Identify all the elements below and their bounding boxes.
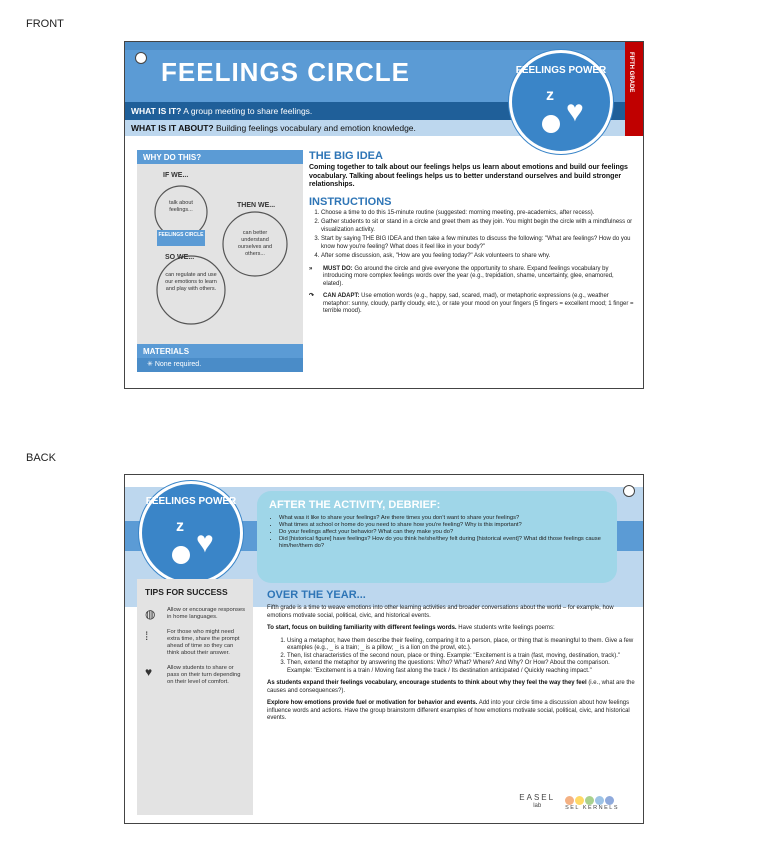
what-about-text: Building feelings vocabulary and emotion knowledge. (216, 123, 416, 133)
front-label: FRONT (26, 18, 64, 30)
over-year-title: OVER THE YEAR... (267, 589, 366, 601)
instruction-step: 2. Gather students to sit or stand in a circle and greet them as they join. You might begin the circle with a mindfulness or visualization activity. (321, 219, 635, 234)
why-then-text: can better understand ourselves and others... (237, 230, 273, 257)
must-do-note (309, 266, 635, 289)
face-icon (172, 546, 190, 564)
lab-text: lab (533, 803, 542, 809)
instruction-step: 4. After some discussion, ask, "How are you feeling today?" Ask volunteers to share why. (321, 253, 635, 261)
dot-icon (585, 796, 594, 805)
broken-heart-icon: ♥ (196, 526, 214, 559)
easel-lab-logo (519, 793, 555, 811)
sleep-icon: z (546, 87, 554, 104)
must-do-text: Go around the circle and give everyone the opportunity to share. Expand feelings vocabulary by introducing more complex feelings words over the year (e.g., trepidation, shame, uncertainty, glee, enamored, elated). (323, 265, 614, 287)
tip-text: For those who might need extra time, share the prompt ahead of time so they can think about their answer. (167, 629, 240, 656)
tip-text: Allow or encourage responses in home languages. (167, 607, 245, 620)
instruction-step: 3. Start by saying THE BIG IDEA and then take a few minutes to discuss the following: "What are feelings? How do you know how you're feeling? What does it feel like in your body?" (321, 236, 635, 251)
feelings-power-badge (509, 50, 613, 154)
materials-row (137, 358, 303, 372)
why-panel (137, 150, 303, 370)
sel-dots (565, 796, 619, 805)
instructions-title: INSTRUCTIONS (309, 195, 392, 208)
can-adapt-text: Use emotion words (e.g., happy, sad, scared, mad), or metaphoric expressions (e.g., weather metaphor: sunny, cloudy, partly cloudy, etc.), or rate your mood on your fingers (5 fingers = excellent mood; 1 finger = terrible mood). (323, 293, 634, 314)
debrief-box (257, 491, 617, 583)
intro-text: Fifth grade is a time to weave emotions into other learning activities and broader conversations about the world – for example, how emotions motivate social, political, civic, and historical events. (267, 605, 614, 619)
why-then-label: THEN WE... (237, 202, 276, 209)
dot-icon (565, 796, 574, 805)
expand-rest: (i.e., what are the causes and consequences?). (267, 680, 635, 694)
why-if-text: talk about feelings... (169, 200, 193, 213)
footprints-icon: ⁞ (145, 629, 149, 643)
tips-panel (137, 579, 253, 815)
dot-icon (605, 796, 614, 805)
dot-icon (575, 796, 584, 805)
grade-tab (625, 42, 643, 136)
tip-item (145, 665, 245, 686)
why-if-label: IF WE... (163, 172, 189, 179)
debrief-list (279, 515, 605, 550)
sel-kernels-logo (565, 796, 619, 811)
why-title: WHY DO THIS? (137, 150, 303, 164)
globe-icon: ◍ (145, 607, 156, 621)
materials-text: None required. (154, 361, 202, 368)
must-do-label: MUST DO: (323, 265, 353, 272)
poem-step: 2. Then, list characteristics of the second noun, place or thing. Example: "Excitement is a train (fast, moving, destination, track)." (287, 653, 635, 661)
explore-rest: Add into your circle time a discussion about how feelings influence words and actions. Have the group brainstorm different examples of how emotions motivate social, political, civic, and historical events. (267, 700, 630, 721)
instruction-step: 1. Choose a time to do this 15-minute routine (suggested: morning meeting, pre-academics, after recess). (321, 210, 635, 218)
why-tag-text: FEELINGS CIRCLE (158, 232, 204, 238)
debrief-item: • Do your feelings affect your behavior? What can they make you do? (279, 529, 605, 536)
feelings-power-badge (139, 481, 243, 585)
sparkle-icon: ✳ (147, 361, 153, 368)
heart-icon: ♥ (145, 665, 153, 679)
broken-heart-icon: ♥ (566, 95, 584, 128)
explore-bold: Explore how emotions provide fuel or motivation for behavior and events. (267, 700, 478, 706)
turn-arrow-icon: ↷ (309, 293, 315, 299)
debrief-item: • What times at school or home do you need to share how you're feeling? Why is this important? (279, 522, 605, 529)
poem-step: 3. Then, extend the metaphor by answering the questions: Who? What? Where? And Why? Or How? About the comparison. Example: "Excitement is a train / Moving fast along the track / Its destination anticipated / Quickly reaching impact." (287, 660, 635, 675)
dot-icon (595, 796, 604, 805)
tip-item (145, 629, 245, 657)
debrief-item: • What was it like to share your feelings? Are there times you don't want to share your feelings? (279, 515, 605, 522)
instruction-list (309, 210, 635, 261)
start-paragraph (267, 625, 635, 633)
sleep-icon: z (176, 518, 184, 535)
front-content (309, 150, 635, 316)
why-so-label: SO WE... (165, 254, 195, 261)
big-idea-title: THE BIG IDEA (309, 150, 383, 162)
can-adapt-label: CAN ADAPT: (323, 293, 360, 299)
debrief-title: AFTER THE ACTIVITY, DEBRIEF: (269, 499, 441, 511)
card-title: FEELINGS CIRCLE (161, 57, 411, 87)
face-icon (542, 115, 560, 133)
start-rest: Have students write feelings poems: (458, 625, 555, 631)
expand-paragraph (267, 680, 635, 695)
back-content (267, 589, 635, 728)
what-is-it-text: A group meeting to share feelings. (183, 106, 313, 116)
sel-kernels-text: SEL KERNELS (565, 805, 619, 811)
easel-text: EASEL (519, 793, 556, 802)
back-label: BACK (26, 452, 56, 464)
poem-step: 1. Using a metaphor, have them describe their feeling, comparing it to a person, place, or thing that is meaningful to them. Give a few examples (e.g., _ is a train; _ is a pillow; _ is a lion on the prowl, etc.). (287, 638, 635, 653)
tip-text: Allow students to share or pass on their turn depending on their level of comfort. (167, 665, 241, 685)
debrief-item: • Did [historical figure] have feelings? How do you think he/she/they felt during [historical event]? What did those feelings cause him/her/them do? (279, 536, 605, 550)
binder-ring-icon (135, 52, 147, 64)
chevrons-icon: » (309, 265, 313, 272)
explore-paragraph (267, 700, 635, 723)
back-card (124, 474, 644, 824)
why-so-text: can regulate and use our emotions to learn and play with others. (165, 272, 217, 292)
binder-ring-icon (623, 485, 635, 497)
start-bold: To start, focus on building familiarity with different feelings words. (267, 625, 457, 631)
badge-text: FEELINGS POWER (515, 65, 607, 76)
can-adapt-note (309, 293, 635, 316)
header-strip (125, 42, 627, 50)
front-card (124, 41, 644, 389)
big-idea-text: Coming together to talk about our feelings helps us learn about emotions and build our feelings vocabulary. Talking about feelings helps us to better understand ourselves and build stronger relationships. (309, 164, 628, 188)
materials-title: MATERIALS (137, 344, 303, 358)
tips-title: TIPS FOR SUCCESS (145, 587, 228, 597)
badge-text: FEELINGS POWER (145, 496, 237, 507)
poem-steps (287, 638, 635, 676)
what-about-label: WHAT IS IT ABOUT? (131, 123, 214, 133)
expand-bold: As students expand their feelings vocabulary, encourage students to think about why they feel the way they feel (267, 680, 587, 686)
tip-item (145, 607, 245, 621)
grade-label: FIFTH GRADE (628, 52, 634, 93)
logos (519, 793, 619, 811)
what-is-it-label: WHAT IS IT? (131, 106, 182, 116)
